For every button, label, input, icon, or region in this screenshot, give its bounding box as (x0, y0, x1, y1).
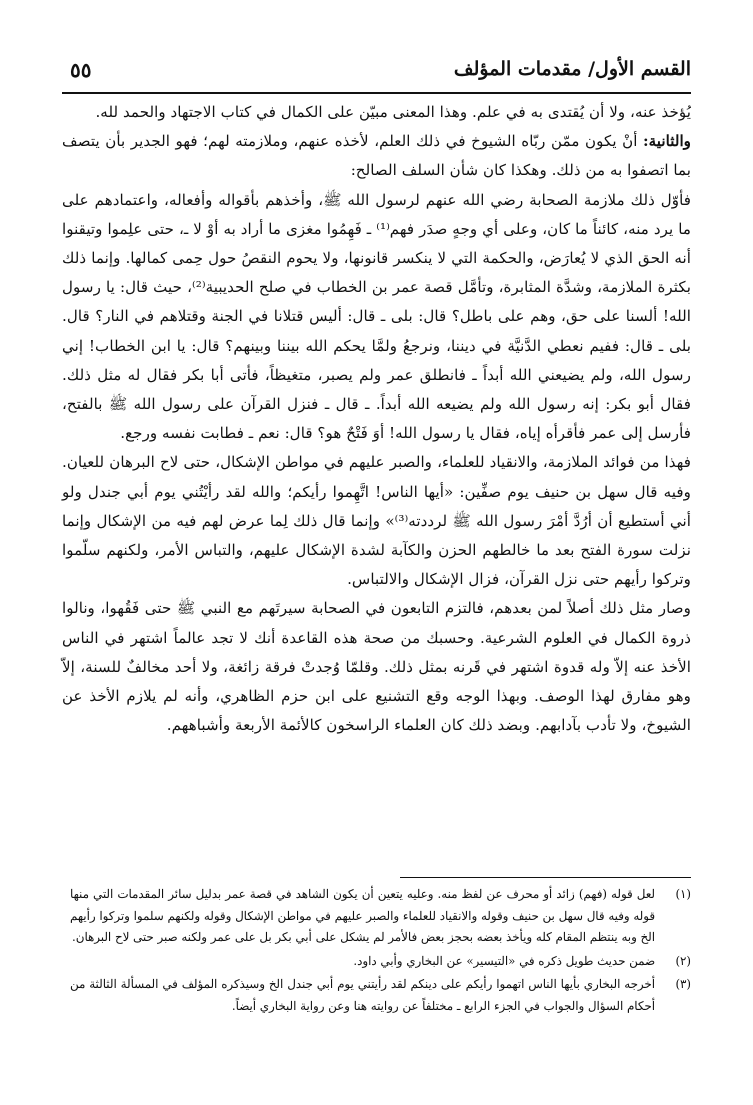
header-rule (62, 92, 691, 94)
paragraph-5: وصار مثل ذلك أصلاً لمن بعدهم، فالتزم التابعون في الصحابة سيرتَهم مع النبي ﷺ حتى فَقُهوا، ونالوا ذروة الكمال في العلوم الشرعية. وحسبك من صحة هذه القاعدة أنك لا تجد عالماً اشتهر في الناس الأخذ عنه إلاّ وله قدوة اشتهر في قَرنه بمثل ذلك. وقلمّا وُجدتْ فرقة زائغة، ولا أحد مخالفٌ للسنة، إلاّ وهو مفارق لهذا الوصف. وبهذا الوجه وقع التشنيع على ابن حزم الظاهري، وأنه لم يلازم الأخذ عن الشيوخ، ولا تأدب بآدابهم. وبضد ذلك كان العلماء الراسخون كالأئمة الأربعة وأشباههم. (62, 599, 691, 735)
footnote-number: (١) (675, 887, 691, 901)
page-header (60, 58, 691, 88)
main-text (62, 98, 691, 740)
footnote-2 (70, 951, 691, 973)
paragraph-2-text: أنْ يكون ممّن ربّاه الشيوخ في ذلك العلم، لأخذه عنهم، وملازمته لهم؛ فهو الجدير بأن يتصف بما اتصفوا به من ذلك. وهكذا كان شأن السلف الصالح: (62, 132, 691, 180)
footnote-text: لعل قوله (فهم) زائد أو محرف عن لفظ منه. وعليه يتعين أن يكون الشاهد في قصة عمر بدليل سائر المقدمات التي منها قوله وفيه قال سهل بن حنيف وقوله والانقياد للعلماء والصبر عليهم في مواطن الإشكال وقوله ولكنهم سلموا وتركوا رأيهم الخ وبه ينتظم المقام كله ويأخذ بعضه بحجز بعض فالأمر لم يشكل على أبي بكر بل على عمر ولكنه صبر حتى لاح البرهان. (70, 887, 655, 944)
footnotes (70, 884, 691, 1019)
paragraph-2-lead: والثانية: (643, 132, 691, 151)
footnote-number: (٣) (675, 977, 691, 991)
footnote-rule (400, 877, 691, 878)
footnote-number: (٢) (675, 953, 691, 968)
paragraph-4: فهذا من فوائد الملازمة، والانقياد للعلماء، والصبر عليهم في مواطن الإشكال، حتى لاح البرهان للعيان. وفيه قال سهل بن حنيف يوم صفِّين: «أيها الناس! اتَّهِموا رأيكم؛ والله لقد رأيْتُني يوم أبي جندل ولو أني أستطيع أن أرُدَّ أمْرَ رسول الله ﷺ لرددته⁽³⁾» وإنما قال ذلك لِما عرض لهم فيه من الإشكال وإنما نزلت سورة الفتح بعد ما خالطهم الحزن والكآبة لشدة الإشكال عليهم، والتباس الأمر، ولكنهم سلّموا وتركوا رأيهم حتى نزل القرآن، فزال الإشكال والالتباس. (62, 453, 692, 589)
running-title: القسم الأول/ مقدمات المؤلف (453, 58, 691, 80)
paragraph-3: فأوّل ذلك ملازمة الصحابة رضي الله عنهم لرسول الله ﷺ، وأخذهم بأقواله وأفعاله، واعتمادهم على ما يرد منه، كائناً ما كان، وعلى أي وجهٍ صدَر فهم⁽¹⁾ ـ فَهِمُوا مغزى ما أراد به أوْ لا ـ، حتى علِموا وتيقنوا أنه الحق الذي لا يُعارَض، والحكمة التي لا ينكسر قانونها، ولا يحوم النقصُ حول حِمى كمالها. وإنما ذلك بكثرة الملازمة، وشدَّة المثابرة، وتأمَّل قصة عمر بن الخطاب في صلح الحديبية⁽²⁾، حيث قال: يا رسول الله! ألسنا على حق، وهم على باطل؟ قال: بلى ـ قال: أليس قتلانا في الجنة وقتلاهم في النار؟ قال. بلى ـ قال: ففيم نعطي الدَّنيَّة في ديننا، ونرجعُ ولمَّا يحكم الله بيننا وبينهم؟ قال: يا ابن الخطاب! إني رسول الله، ولم يضيعني الله أبداً ـ فانطلق عمر ولم يصبر، متغيظاً، فأتى أبا بكر فقال له مثل ذلك. فقال أبو بكر: إنه رسول الله ولم يضيعه الله أبداً. ـ قال ـ فنزل القرآن على رسول الله ﷺ بالفتح، فأرسل إلى عمر فأقرأه إياه، فقال يا رسول الله! أوَ فَتْحٌ هو؟ قال: نعم ـ فطابت نفسه ورجع. (62, 190, 692, 443)
footnote-3 (70, 974, 691, 1017)
footnote-text: أخرجه البخاري بأيها الناس اتهموا رأيكم على دينكم لقد رأيتني يوم أبي جندل الخ وسيذكره المؤلف في المسألة الثالثة من أحكام السؤال والجواب في الجزء الرابع ـ مختلفاً عن روايته هنا وعن رواية البخاري أيضاً. (70, 977, 655, 1013)
footnote-1 (70, 884, 691, 949)
paragraph-1: يُؤخذ عنه، ولا أن يُقتدى به في علم. وهذا المعنى مبيّن على الكمال في كتاب الاجتهاد والحمد لله. (95, 103, 691, 121)
page-number: ٥٥ (70, 58, 92, 82)
footnote-text: ضمن حديث طويل ذكره في «التيسير» عن البخاري وأبي داود. (353, 953, 655, 968)
paragraph-2 (62, 127, 691, 185)
